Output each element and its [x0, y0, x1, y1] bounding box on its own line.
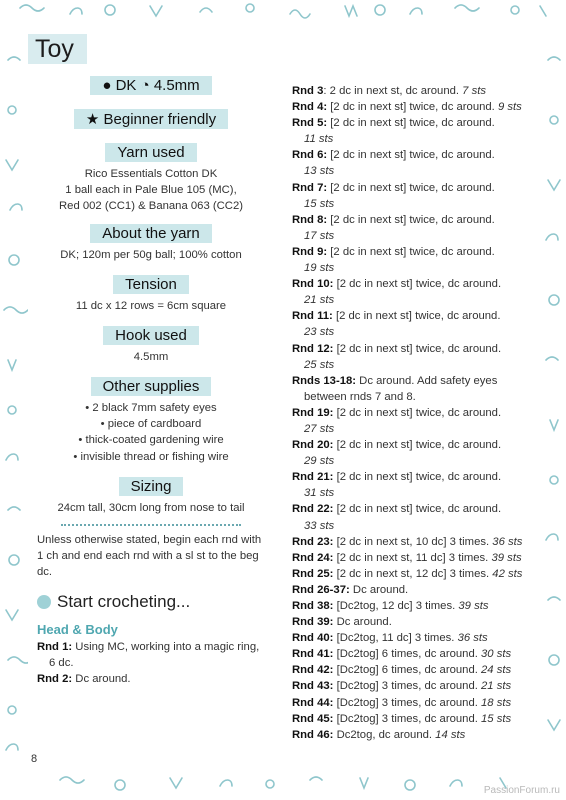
supply-item: • invisible thread or fishing wire	[73, 450, 229, 463]
round-instruction: Rnd 8: [2 dc in next st] twice, dc around. 17 sts	[292, 213, 495, 242]
tension-text: 11 dc x 12 rows = 6cm square	[75, 300, 227, 312]
round-instruction: Rnd 39: Dc around.	[292, 616, 392, 629]
start-label: Start crocheting...	[57, 591, 191, 611]
yarn-used-heading: Yarn used	[105, 143, 196, 162]
round-instruction: Rnd 2: Dc around.	[37, 673, 131, 685]
round-instruction: Rnd 22: [2 dc in next st] twice, dc around. 33 sts	[292, 503, 502, 532]
hook-size: 4.5mm	[153, 77, 200, 94]
page-title: Toy	[28, 34, 87, 64]
hook-icon: ◔	[140, 77, 150, 94]
round-instruction: Rnd 6: [2 dc in next st] twice, dc around. 13 sts	[292, 149, 495, 178]
hook-used-heading: Hook used	[103, 326, 199, 345]
round-instruction: Rnd 21: [2 dc in next st] twice, dc around. 31 sts	[292, 471, 502, 500]
yarn-used-line: Rico Essentials Cotton DK	[84, 168, 218, 180]
round-instruction: Rnd 24: [2 dc in next st, 11 dc] 3 times. 39 sts	[292, 551, 522, 564]
round-instruction: Rnd 9: [2 dc in next st] twice, dc around. 19 sts	[292, 245, 495, 275]
page-number: 8	[31, 753, 38, 765]
yarn-used-line: Red 002 (CC1) & Banana 063 (CC2)	[59, 200, 243, 212]
round-instruction: Rnd 23: [2 dc in next st, 10 dc] 3 times. 36 sts	[292, 535, 523, 548]
yarn-ball-icon: ●	[102, 77, 112, 94]
yarn-weight: DK	[115, 77, 137, 94]
hook-used-text: 4.5mm	[133, 351, 169, 363]
spec-heading	[37, 76, 265, 95]
dotted-divider	[61, 524, 241, 526]
round-instruction: Rnd 43: [Dc2tog] 3 times, dc around. 21 sts	[292, 680, 512, 693]
left-column	[37, 76, 265, 687]
round-instruction: Rnd 4: [2 dc in next st] twice, dc around. 9 sts	[292, 101, 522, 114]
level-heading	[37, 109, 265, 129]
round-instruction: Rnd 5: [2 dc in next st] twice, dc around. 11 sts	[292, 117, 495, 146]
round-instruction: Rnd 40: [Dc2tog, 11 dc] 3 times. 36 sts	[292, 632, 488, 645]
footer-watermark: PassionForum.ru	[483, 785, 560, 796]
star-icon: ★	[85, 111, 100, 128]
flower-icon	[37, 595, 51, 609]
intro-text: Unless otherwise stated, begin each rnd with 1 ch and end each rnd with a sl st to the beg dc.	[37, 533, 262, 578]
yarn-used-line: 1 ball each in Pale Blue 105 (MC),	[65, 184, 237, 196]
about-yarn-heading: About the yarn	[90, 224, 212, 243]
round-instruction: Rnd 19: [2 dc in next st] twice, dc around. 27 sts	[292, 406, 502, 435]
head-body-heading: Head & Body	[37, 621, 118, 637]
round-instruction: Rnd 20: [2 dc in next st] twice, dc around. 29 sts	[292, 439, 502, 468]
level-label: Beginner friendly	[103, 111, 217, 128]
round-instruction: Rnd 46: Dc2tog, dc around. 14 sts	[292, 728, 466, 741]
other-supplies-heading: Other supplies	[91, 377, 212, 396]
round-instruction: Rnds 13-18: Dc around. Add safety eyes between rnds 7 and 8.	[292, 374, 498, 403]
start-heading	[37, 592, 265, 612]
round-instruction: Rnd 7: [2 dc in next st] twice, dc around. 15 sts	[292, 181, 495, 210]
round-instruction: Rnd 26-37: Dc around.	[292, 583, 409, 596]
round-instruction: Rnd 25: [2 dc in next st, 12 dc] 3 times. 42 sts	[292, 567, 523, 580]
supply-item: • 2 black 7mm safety eyes	[85, 402, 217, 414]
round-instruction: Rnd 42: [Dc2tog] 6 times, dc around. 24 sts	[292, 664, 512, 677]
round-instruction: Rnd 41: [Dc2tog] 6 times, dc around. 30 sts	[292, 648, 512, 661]
about-yarn-text: DK; 120m per 50g ball; 100% cotton	[60, 249, 242, 261]
round-instruction: Rnd 44: [Dc2tog] 3 times, dc around. 18 sts	[292, 696, 512, 709]
right-column	[292, 83, 542, 743]
tension-heading: Tension	[113, 275, 189, 294]
supply-item: • thick-coated gardening wire	[78, 434, 224, 447]
round-instruction: Rnd 12: [2 dc in next st] twice, dc around. 25 sts	[292, 342, 502, 371]
round-instruction: Rnd 11: [2 dc in next st] twice, dc around. 23 sts	[292, 310, 501, 339]
round-instruction: Rnd 45: [Dc2tog] 3 times, dc around. 15 sts	[292, 712, 512, 725]
supply-item: • piece of cardboard	[100, 418, 202, 431]
round-instruction: Rnd 1: Using MC, working into a magic ring, 6 dc.	[37, 640, 260, 669]
round-instruction: Rnd 10: [2 dc in next st] twice, dc around. 21 sts	[292, 278, 502, 307]
sizing-heading: Sizing	[119, 477, 184, 496]
round-instruction: Rnd 3: 2 dc in next st, dc around. 7 sts	[292, 85, 487, 97]
sizing-text: 24cm tall, 30cm long from nose to tail	[57, 501, 245, 514]
round-instruction: Rnd 38: [Dc2tog, 12 dc] 3 times. 39 sts	[292, 600, 489, 612]
